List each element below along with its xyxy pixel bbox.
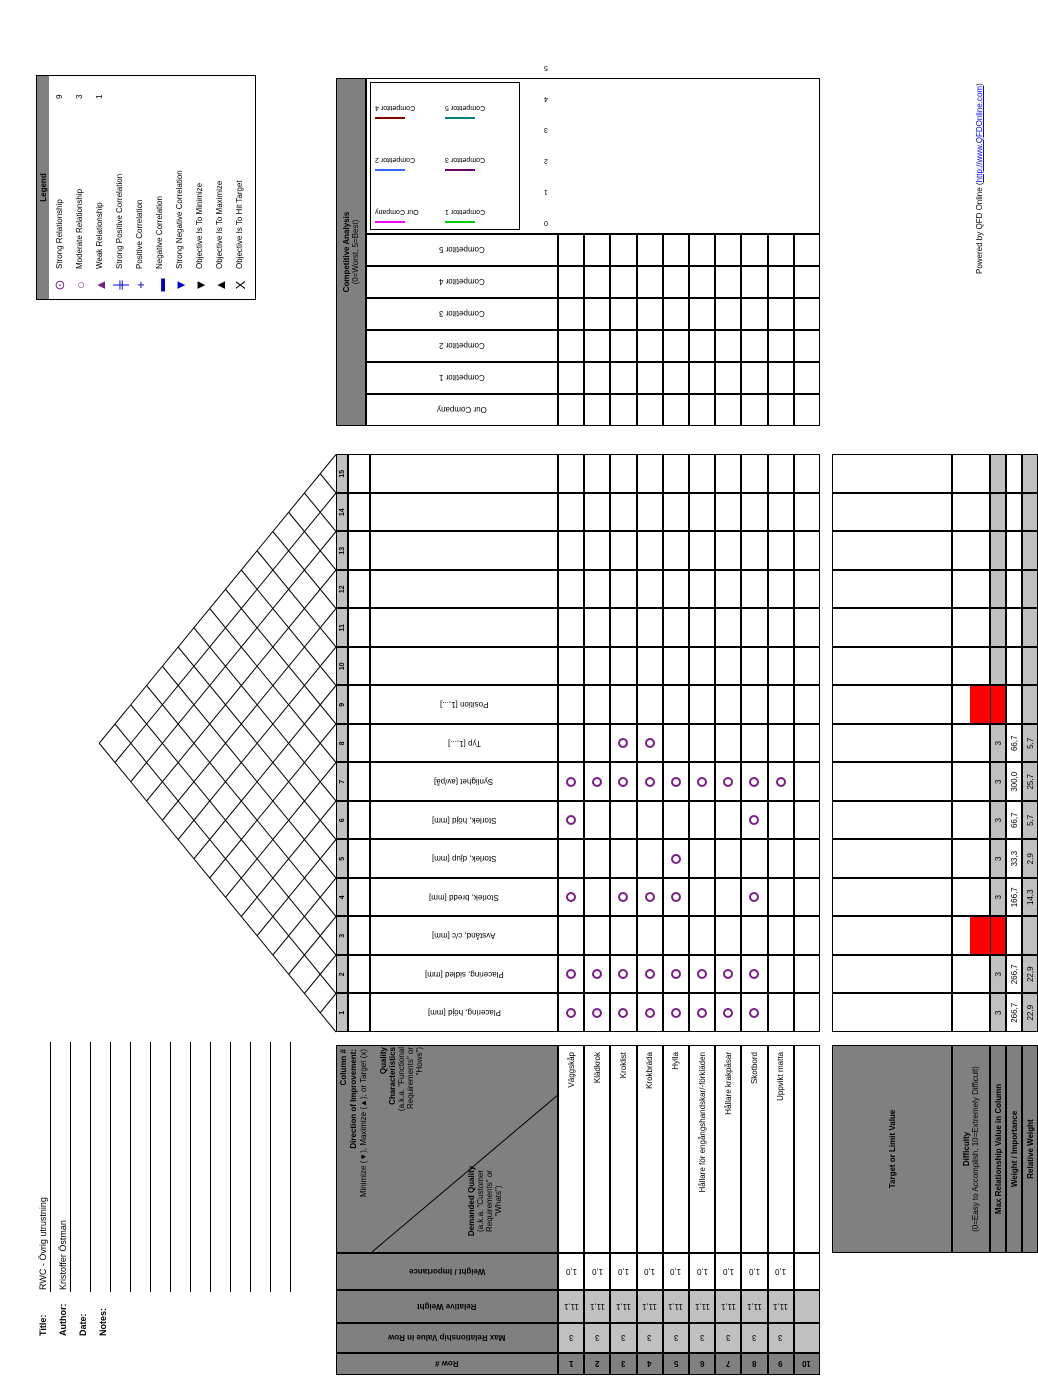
row-max-value: 3	[778, 1333, 783, 1343]
demanded-quality-text: Hållare för engångshandskar/-förkläden	[697, 1052, 707, 1193]
demanded-quality-text: Hållare krakpåsar	[723, 1052, 733, 1115]
column-num: 3	[338, 933, 346, 938]
comp-cell	[584, 298, 610, 330]
bottom-rel-value: 22,9	[1025, 1004, 1035, 1021]
comp-axis-tick: 4	[544, 95, 548, 102]
row-num-col-header-text: Row #	[435, 1359, 459, 1369]
row-num-value: 6	[699, 1359, 705, 1369]
column-num: 8	[338, 741, 346, 746]
bottom-label-text: Max Relationship Value in Column	[993, 1083, 1003, 1215]
bottom-rel-value: 2,9	[1025, 853, 1035, 865]
bottom-rel-value: 5,7	[1025, 737, 1035, 749]
demanded-quality-text: Väggskåp	[566, 1052, 576, 1088]
comp-cell	[794, 266, 820, 298]
row-rel-value: 11,1	[563, 1302, 579, 1311]
comp-cell	[715, 266, 741, 298]
comp-axis-tick: 0	[544, 219, 548, 226]
bottom-rel-cell	[1022, 878, 1038, 917]
row-weight-value: 1,0	[617, 1267, 630, 1276]
comp-legend-label: Competitor 2	[375, 156, 416, 163]
bottom-rel-cell	[1022, 455, 1038, 494]
column-label: Synlighet [av/på]	[434, 777, 494, 787]
comp-cell	[741, 298, 767, 330]
row-weight-value: 1,0	[696, 1267, 708, 1276]
comp-cell	[584, 234, 610, 266]
row-num-value: 3	[621, 1359, 626, 1369]
comp-cell	[768, 234, 794, 266]
comp-cell	[610, 330, 636, 362]
bottom-weight-value: 166,7	[1009, 887, 1019, 908]
comp-col-header	[366, 298, 558, 330]
comp-cell	[558, 362, 584, 394]
comp-legend-box	[370, 82, 520, 230]
column-num: 14	[338, 508, 346, 517]
bottom-rel-cell	[1022, 493, 1038, 532]
bottom-rel-cell	[1022, 955, 1038, 994]
comp-cell	[768, 266, 794, 298]
column-label: Storlek, höjd [mm]	[431, 815, 497, 825]
comp-cell	[637, 330, 663, 362]
comp-cell	[584, 394, 610, 426]
legend-item-label: Strong Positive Correlation	[115, 173, 124, 269]
comp-cell	[741, 394, 767, 426]
comp-cell	[663, 362, 689, 394]
comp-cell	[663, 298, 689, 330]
row-max-value: 3	[621, 1333, 626, 1343]
bottom-label-text: Weight / Importance	[1009, 1110, 1019, 1188]
strong-relationship-icon: ⊙	[52, 279, 67, 291]
comp-cell	[741, 234, 767, 266]
row-max-value: 3	[699, 1333, 705, 1343]
bottom-weight-value: 66,7	[1009, 812, 1019, 829]
comp-cell	[663, 330, 689, 362]
comp-cell	[689, 298, 715, 330]
bottom-rel-cell	[1022, 686, 1038, 725]
comp-axis-tick: 3	[544, 126, 548, 133]
comp-cell	[768, 394, 794, 426]
row-max-value: 3	[752, 1333, 757, 1343]
notes-label: Notes:	[98, 1307, 108, 1336]
quality-char-sub: (a.k.a. "Functional Requirements" or "Hows")	[397, 1047, 424, 1112]
direction-sub: Minimize (▼), Maximize (▲), or Target (x)	[359, 1049, 368, 1198]
comp-cell	[637, 266, 663, 298]
legend-item-label: Objective Is To Minimize	[195, 182, 204, 269]
comp-cell	[558, 234, 584, 266]
legend-item-value: 3	[75, 94, 84, 99]
comp-cell	[558, 394, 584, 426]
demanded-quality-text: Uppvikt matta	[776, 1052, 786, 1101]
column-num: 12	[338, 585, 346, 594]
legend-item-label: Objective Is To Hit Target	[235, 180, 244, 269]
bottom-label-rel	[1022, 1045, 1038, 1253]
row-max-value: 3	[673, 1333, 679, 1343]
comp-cell	[794, 298, 820, 330]
row-weight-value: 1,0	[565, 1267, 577, 1276]
column-label: Typ [1,...]	[447, 738, 481, 748]
row-rel-value: 11,1	[668, 1302, 684, 1311]
bottom-rel-cell	[1022, 994, 1038, 1033]
demanded-quality-text: Klädkrok	[592, 1052, 602, 1084]
comp-cell	[637, 298, 663, 330]
comp-cell	[637, 234, 663, 266]
comp-subtitle: (0=Worst, 5=Best)	[351, 219, 360, 285]
bottom-weight-value: 266,7	[1009, 1002, 1019, 1023]
comp-col-label: Our Company	[437, 405, 487, 415]
bottom-max-value: 3	[993, 972, 1003, 977]
comp-cell	[558, 330, 584, 362]
bottom-weight-value: 33,3	[1009, 850, 1019, 867]
comp-axis-tick: 2	[544, 157, 548, 164]
legend-item-label: Strong Negative Correlation	[175, 170, 184, 269]
negative-correlation-icon: ▬	[152, 278, 168, 292]
comp-cell	[741, 330, 767, 362]
comp-cell	[794, 362, 820, 394]
comp-legend-label: Competitor 3	[445, 156, 486, 163]
row-num-value: 9	[778, 1359, 783, 1369]
comp-axis-tick: 5	[544, 64, 548, 71]
footer-close: )	[975, 83, 984, 86]
row-rel-value: 11,1	[746, 1302, 762, 1311]
column-num: 5	[338, 856, 346, 861]
row-weight-value: 1,0	[775, 1267, 787, 1276]
comp-legend-swatch-icon	[445, 117, 475, 119]
comp-cell	[610, 234, 636, 266]
date-label: Date:	[78, 1313, 88, 1336]
legend-item-label: Moderate Relationship	[75, 188, 84, 269]
column-label: Storlek, bredd [mm]	[429, 892, 499, 902]
comp-cell	[558, 266, 584, 298]
comp-title-cell	[336, 78, 366, 426]
comp-col-header	[366, 234, 558, 266]
column-label: Placering, höjd [mm]	[427, 1008, 501, 1018]
demanded-quality-text: Kroklist	[618, 1052, 628, 1079]
bottom-max-value: 3	[993, 895, 1003, 900]
comp-cell	[768, 298, 794, 330]
column-num-label: Column #	[339, 1049, 348, 1086]
comp-col-label: Competitor 1	[439, 373, 485, 383]
row-rel-value: 11,1	[589, 1302, 605, 1311]
comp-legend-label: Competitor 4	[375, 104, 416, 111]
bottom-rel-value: 25,7	[1025, 773, 1035, 790]
comp-col-label: Competitor 2	[439, 341, 485, 351]
bottom-max-value: 3	[993, 741, 1003, 746]
comp-legend-item	[445, 175, 511, 225]
row-max-value: 3	[568, 1333, 574, 1343]
comp-legend-swatch-icon	[375, 221, 405, 223]
comp-col-header	[366, 330, 558, 362]
bottom-max-value: 3	[993, 856, 1003, 861]
title-label: Title:	[38, 1314, 48, 1336]
bottom-label-text: Relative Weight	[1025, 1119, 1035, 1179]
comp-cell	[689, 234, 715, 266]
row-num-value: 2	[595, 1359, 600, 1369]
bottom-rel-cell	[1022, 917, 1038, 956]
comp-cell	[663, 234, 689, 266]
footer-text: Powered by QFD Online (	[975, 182, 984, 274]
row-num-value: 4	[647, 1359, 652, 1369]
bottom-weight-value: 300,0	[1009, 771, 1019, 792]
comp-cell	[663, 266, 689, 298]
row-weight-value: 1,0	[748, 1267, 761, 1276]
comp-cell	[689, 394, 715, 426]
column-num: 1	[338, 1010, 346, 1015]
comp-cell	[584, 266, 610, 298]
bottom-rel-cell	[1022, 840, 1038, 879]
max-rel-col-header-text: Max Relationship Value in Row	[388, 1333, 506, 1343]
comp-title: Competitive Analysis	[342, 211, 351, 293]
row-rel-value: 11,1	[694, 1302, 710, 1311]
row-num-value: 7	[726, 1359, 731, 1369]
bottom-weight-value: 266,7	[1009, 964, 1019, 985]
row-weight-value: 1,0	[644, 1267, 656, 1276]
column-label: Placering, sidled [mm]	[424, 969, 504, 979]
row-rel-value: 11,1	[773, 1302, 789, 1311]
demanded-quality-sub: (a.k.a. "Customer Requirements" or "Whats")	[476, 1170, 503, 1232]
legend-title: Legend	[38, 173, 48, 202]
row-rel-value: 11,1	[720, 1302, 736, 1311]
comp-col-label: Competitor 5	[439, 245, 485, 255]
footer-powered	[975, 83, 984, 274]
comp-legend-item	[375, 175, 441, 225]
comp-col-label: Competitor 3	[439, 309, 485, 319]
comp-cell	[794, 330, 820, 362]
row-rel-value: 11,1	[642, 1302, 658, 1311]
comp-cell	[715, 330, 741, 362]
bottom-rel-value: 22,9	[1025, 966, 1035, 983]
comp-cell	[610, 266, 636, 298]
weak-relationship-icon: ▲	[92, 278, 108, 292]
row-rel-value: 11,1	[615, 1302, 631, 1311]
comp-cell	[584, 362, 610, 394]
weight-col-header-text: Weight / Importance	[408, 1267, 486, 1276]
comp-cell	[768, 362, 794, 394]
comp-legend-swatch-icon	[375, 169, 405, 171]
comp-cell	[637, 362, 663, 394]
bottom-rel-cell	[1022, 763, 1038, 802]
legend-item-value: 1	[95, 94, 104, 99]
row-max-value: 3	[726, 1333, 731, 1343]
column-num: 9	[338, 702, 346, 707]
demanded-quality-title: Demanded Quality	[467, 1165, 476, 1237]
comp-col-label: Competitor 4	[439, 277, 485, 287]
legend-item-label: Objective Is To Maximize	[215, 180, 224, 269]
minimize-icon: ▼	[192, 278, 208, 292]
comp-cell	[715, 234, 741, 266]
comp-cell	[715, 394, 741, 426]
comp-legend-item	[445, 71, 511, 121]
column-label: Storlek, djup [mm]	[431, 854, 497, 864]
comp-cell	[741, 362, 767, 394]
legend-item-label: Weak Relationship	[95, 202, 104, 269]
bottom-max-value: 3	[993, 818, 1003, 823]
comp-cell	[663, 394, 689, 426]
author-value: Kristoffer Östman	[58, 1220, 68, 1290]
comp-cell	[610, 362, 636, 394]
author-label: Author:	[58, 1303, 68, 1336]
bottom-label-sub: (0=Easy to Accomplish, 10=Extremely Difficult)	[971, 1066, 980, 1232]
strong-negative-correlation-icon: ▼	[172, 278, 188, 292]
bottom-rel-cell	[1022, 609, 1038, 648]
bottom-weight-value: 66,7	[1009, 735, 1019, 752]
comp-cell	[794, 394, 820, 426]
comp-cell	[610, 298, 636, 330]
bottom-label-text: Target or Limit Value	[887, 1109, 897, 1189]
row-num-value: 10	[802, 1359, 812, 1369]
column-num: 10	[338, 662, 346, 671]
comp-legend-item	[445, 123, 511, 173]
comp-cell	[741, 266, 767, 298]
comp-legend-swatch-icon	[375, 117, 405, 119]
legend-frame	[36, 75, 256, 300]
comp-col-header	[366, 266, 558, 298]
comp-legend-item	[375, 123, 441, 173]
comp-legend-label: Our Company	[375, 208, 419, 215]
row-max-value: 3	[647, 1333, 652, 1343]
column-num: 7	[338, 779, 346, 784]
column-num: 13	[338, 546, 346, 555]
rel-weight-col-header-text: Relative Weight	[417, 1302, 477, 1311]
comp-cell	[584, 330, 610, 362]
comp-legend-item	[375, 71, 441, 121]
moderate-relationship-icon: ○	[72, 281, 88, 289]
row-num-value: 1	[568, 1359, 574, 1369]
maximize-icon: ▲	[212, 278, 228, 292]
bottom-rel-value: 14,3	[1025, 889, 1035, 906]
demanded-quality-text: Skotbord	[749, 1052, 759, 1085]
comp-cell	[715, 298, 741, 330]
column-num: 11	[338, 624, 346, 632]
legend-item-label: Strong Relationship	[55, 199, 64, 269]
comp-cell	[610, 394, 636, 426]
bottom-rel-cell	[1022, 647, 1038, 686]
legend-item-label: Positive Correlation	[135, 199, 144, 269]
legend-title-cell	[37, 76, 49, 299]
positive-correlation-icon: +	[132, 281, 148, 289]
bottom-rel-value: 5,7	[1025, 814, 1035, 826]
column-label: Avstånd, c/c [mm]	[432, 931, 496, 941]
comp-legend-label: Competitor 5	[445, 104, 486, 111]
bottom-max-value: 3	[993, 779, 1003, 784]
comp-cell	[689, 362, 715, 394]
row-weight-value: 1,0	[670, 1267, 682, 1276]
comp-cell	[689, 330, 715, 362]
comp-legend-swatch-icon	[445, 221, 475, 223]
bottom-label-text: Difficulty	[962, 1131, 971, 1167]
row-weight-value: 1,0	[722, 1267, 734, 1276]
row-weight-value: 1,0	[591, 1267, 603, 1276]
row-max-value: 3	[595, 1333, 600, 1343]
comp-cell	[715, 362, 741, 394]
quality-char-title: Quality Characteristics	[379, 1047, 397, 1105]
row-num-value: 5	[673, 1359, 679, 1369]
column-num: 4	[338, 895, 346, 900]
title-value: RWC - Övrig utrustning	[38, 1197, 48, 1290]
direction-label: Direction of Improvement:	[349, 1049, 358, 1149]
footer-link[interactable]: http://www.QFDOnline.com	[975, 85, 984, 183]
bottom-rel-cell	[1022, 724, 1038, 763]
comp-col-header	[366, 394, 558, 426]
strong-positive-correlation-icon: ╪	[112, 280, 128, 290]
comp-cell	[794, 234, 820, 266]
legend-item-label: Negative Correlation	[155, 196, 164, 269]
bottom-rel-cell	[1022, 801, 1038, 840]
bottom-max-value: 3	[993, 1010, 1003, 1015]
demanded-quality-text: Hylla	[671, 1052, 681, 1070]
bottom-rel-cell	[1022, 532, 1038, 571]
column-num: 15	[338, 469, 346, 478]
column-num: 6	[338, 818, 346, 823]
comp-cell	[689, 266, 715, 298]
column-label: Position [1,...]	[439, 700, 489, 710]
row-num-value: 8	[752, 1359, 757, 1369]
comp-cell	[768, 330, 794, 362]
comp-legend-label: Competitor 1	[445, 208, 486, 215]
demanded-quality-text: Krokbräda	[645, 1052, 655, 1089]
column-num: 2	[338, 972, 346, 977]
hit-target-icon: X	[232, 280, 248, 290]
comp-cell	[637, 394, 663, 426]
comp-axis-tick: 1	[544, 188, 548, 195]
bottom-rel-cell	[1022, 570, 1038, 609]
comp-legend-swatch-icon	[445, 169, 475, 171]
comp-col-header	[366, 362, 558, 394]
comp-cell	[558, 298, 584, 330]
legend-item-value: 9	[55, 94, 64, 99]
